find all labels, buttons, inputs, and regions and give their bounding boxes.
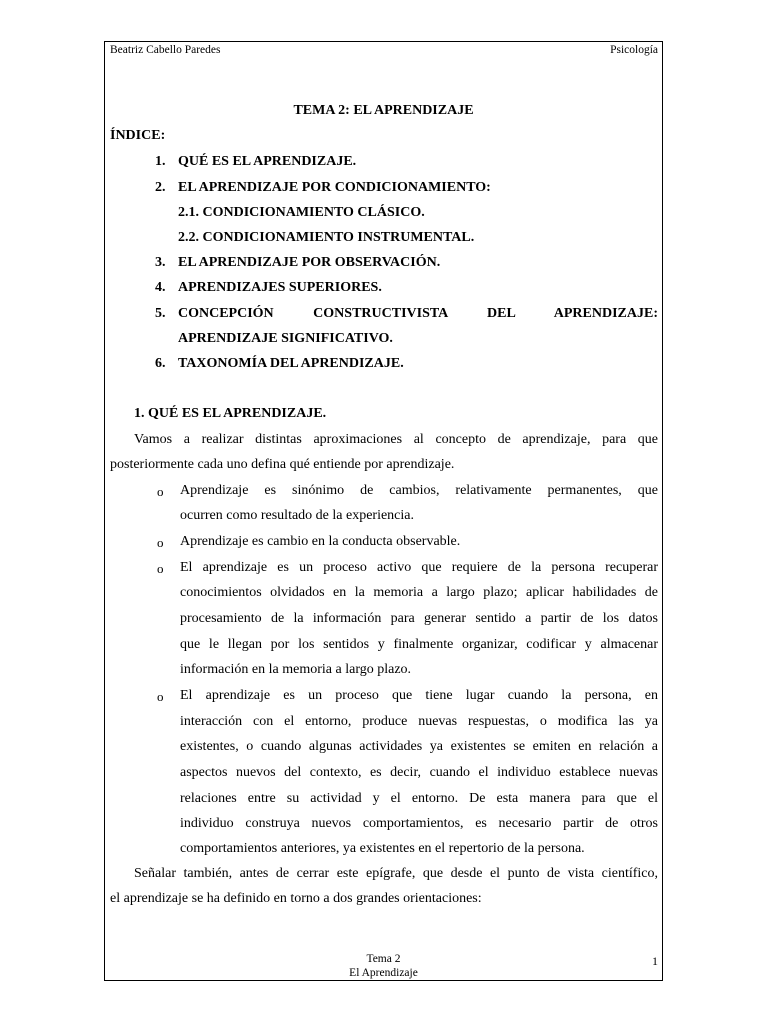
footer	[104, 952, 663, 980]
paragraph-line: Vamos a realizar distintas aproximaciones al concepto de aprendizaje, para que	[134, 432, 658, 447]
index-item-continued: APRENDIZAJE SIGNIFICATIVO.	[178, 331, 393, 346]
bullet-marker: o	[157, 535, 164, 550]
index-num: 6.	[155, 356, 166, 371]
bullet-line: Aprendizaje es sinónimo de cambios, relativamente permanentes, que	[180, 483, 658, 498]
bullet-marker: o	[157, 561, 164, 576]
bullet-line: existentes, o cuando algunas actividades ya existentes se emiten en relación a	[180, 739, 658, 754]
bullet-line: El aprendizaje es un proceso activo que requiere de la persona recuperar	[180, 560, 658, 575]
header-subject: Psicología	[610, 44, 658, 56]
index-num: 3.	[155, 255, 166, 270]
bullet-line: individuo construya nuevos comportamientos, es necesario partir de otros	[180, 816, 658, 831]
bullet-line: aspectos nuevos del contexto, es decir, cuando el individuo establece nuevas	[180, 765, 658, 780]
bullet-line: que le llegan por los sentidos y finalmente organizar, codificar y almacenar	[180, 637, 658, 652]
index-num: 2.	[155, 180, 166, 195]
index-item: EL APRENDIZAJE POR OBSERVACIÓN.	[178, 255, 441, 270]
index-subitem: 2.1. CONDICIONAMIENTO CLÁSICO.	[178, 205, 425, 220]
bullet-line: procesamiento de la información para generar sentido a partir de los datos	[180, 611, 658, 626]
index-num: 4.	[155, 280, 166, 295]
section-heading: 1. QUÉ ES EL APRENDIZAJE.	[134, 406, 327, 421]
bullet-line: ocurren como resultado de la experiencia.	[180, 508, 415, 523]
paragraph-line: el aprendizaje se ha definido en torno a dos grandes orientaciones:	[110, 891, 482, 906]
bullet-line: conocimientos olvidados en la memoria a largo plazo; aplicar habilidades de	[180, 585, 658, 600]
bullet-line: información en la memoria a largo plazo.	[180, 662, 412, 677]
index-subitem: 2.2. CONDICIONAMIENTO INSTRUMENTAL.	[178, 230, 475, 245]
bullet-line: relaciones entre su actividad y el entorno. De esta manera para que el	[180, 791, 658, 806]
bullet-marker: o	[157, 689, 164, 704]
index-item: QUÉ ES EL APRENDIZAJE.	[178, 154, 357, 169]
footer-subtitle: El Aprendizaje	[349, 967, 418, 979]
index-num: 5.	[155, 306, 166, 321]
index-num: 1.	[155, 154, 166, 169]
index-item: TAXONOMÍA DEL APRENDIZAJE.	[178, 356, 404, 371]
bullet-marker: o	[157, 484, 164, 499]
paragraph-line: posteriormente cada uno defina qué entiende por aprendizaje.	[110, 457, 455, 472]
header-author: Beatriz Cabello Paredes	[110, 44, 221, 56]
footer-topic: Tema 2	[366, 953, 401, 965]
index-item: EL APRENDIZAJE POR CONDICIONAMIENTO:	[178, 180, 491, 195]
bullet-line: El aprendizaje es un proceso que tiene lugar cuando la persona, en	[180, 688, 658, 703]
bullet-line: comportamientos anteriores, ya existentes en el repertorio de la persona.	[180, 841, 585, 856]
index-label: ÍNDICE:	[110, 128, 166, 143]
index-item: APRENDIZAJES SUPERIORES.	[178, 280, 382, 295]
paragraph-line: Señalar también, antes de cerrar este epígrafe, que desde el punto de vista científico,	[134, 866, 658, 881]
bullet-line: interacción con el entorno, produce nuevas respuestas, o modifica las ya	[180, 714, 658, 729]
index-item: CONCEPCIÓN CONSTRUCTIVISTA DEL APRENDIZAJE:	[178, 306, 658, 321]
bullet-line: Aprendizaje es cambio en la conducta observable.	[180, 534, 461, 549]
document-title: TEMA 2: EL APRENDIZAJE	[293, 103, 474, 118]
page-number: 1	[652, 954, 658, 968]
